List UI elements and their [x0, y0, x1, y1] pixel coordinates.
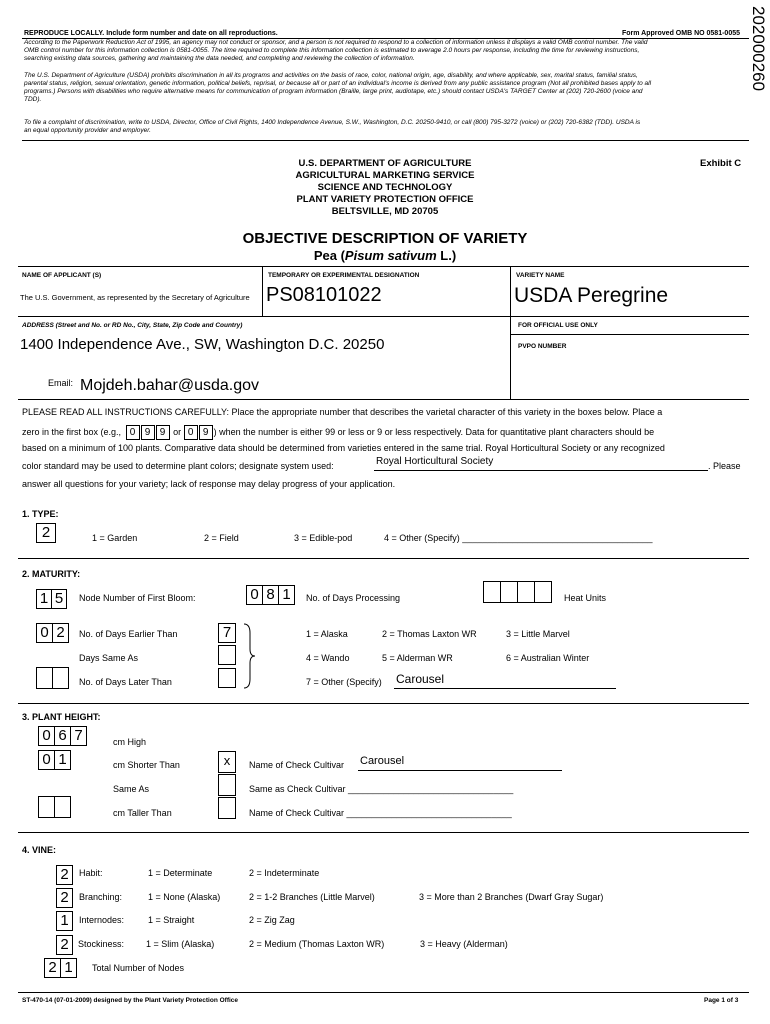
official-use-rule: [510, 334, 749, 335]
maturity-heading: 2. MATURITY:: [22, 569, 81, 579]
stockiness-option-1: 1 = Slim (Alaska): [146, 939, 215, 949]
same-as-label: Same As: [113, 784, 150, 794]
branching-option-3: 3 = More than 2 Branches (Dwarf Gray Sugar): [419, 892, 604, 902]
notice-bottom-rule: [22, 140, 749, 141]
agency-header: [0, 158, 770, 218]
temp-designation-value: PS08101022: [266, 284, 382, 306]
table-top-rule: [18, 266, 749, 267]
type-option-1: 1 = Garden: [92, 533, 138, 543]
variety-name-label: VARIETY NAME: [516, 272, 565, 279]
section-rule: [18, 558, 749, 559]
stockiness-option-3: 3 = Heavy (Alderman): [420, 939, 508, 949]
height-digit-1[interactable]: 0: [38, 726, 55, 746]
table-bottom-rule: [18, 399, 749, 400]
table-mid-rule: [18, 316, 749, 317]
usda-line-2: parental status, religion, sexual orientation, genetic information, political beliefs, reprisal, or because all or part of an individual's income is derived from any public assistance program (Not all prohibited bases apply to all: [24, 80, 652, 87]
instructions-l2-b: or: [173, 427, 182, 437]
days-processing-digit-3[interactable]: 1: [278, 585, 295, 605]
check-option-6: 6 = Australian Winter: [506, 653, 590, 663]
branching-input[interactable]: 2: [56, 888, 73, 908]
nodes-digit-1[interactable]: 2: [44, 958, 61, 978]
days-later-label: No. of Days Later Than: [79, 677, 172, 687]
maturity-check-later[interactable]: [218, 668, 236, 688]
example-digit: 0: [126, 425, 140, 440]
instructions-line-1: PLEASE READ ALL INSTRUCTIONS CAREFULLY: Place the appropriate number that describes the varietal character of this variety in the boxes below. Place a: [22, 407, 663, 417]
habit-input[interactable]: 2: [56, 865, 73, 885]
later-digit-1[interactable]: [36, 667, 53, 689]
paperwork-line-3: searching existing data sources, gathering and maintaining the data needed, and completing and reviewing the collection of information.: [24, 55, 415, 62]
agency-line-3: SCIENCE AND TECHNOLOGY: [317, 182, 453, 193]
footer-rule: [18, 992, 749, 993]
maturity-check-same[interactable]: [218, 645, 236, 665]
example-digit: 0: [184, 425, 198, 440]
days-earlier-label: No. of Days Earlier Than: [79, 629, 178, 639]
instructions-l2-a: zero in the first box (e.g.,: [22, 427, 122, 437]
days-processing-label: No. of Days Processing: [306, 593, 401, 603]
branching-label: Branching:: [79, 892, 123, 902]
check-option-1: 1 = Alaska: [306, 629, 348, 639]
form-number: ST-470-14 (07-01-2009) designed by the Plant Variety Protection Office: [22, 997, 239, 1004]
pvpo-number-label: PVPO NUMBER: [518, 343, 567, 350]
temp-designation-label: TEMPORARY OR EXPERIMENTAL DESIGNATION: [268, 272, 420, 279]
check-option-5: 5 = Alderman WR: [382, 653, 453, 663]
applicant-name-value: The U.S. Government, as represented by the Secretary of Agriculture: [20, 293, 250, 302]
complaint-line-2: an equal opportunity provider and employer.: [24, 127, 151, 134]
days-same-label: Days Same As: [79, 653, 139, 663]
brace-icon: [242, 623, 256, 689]
table-divider-1: [262, 266, 263, 316]
other-specify-value: Carousel: [396, 672, 445, 686]
usda-line-3: programs.) Persons with disabilities who require alternative means for communication of program information (Braille, large print, audiotape, etc.) should contact USDA's TARGET Center at (202) 720-2600 (voice and: [24, 88, 643, 95]
color-system-value: Royal Horticultural Society: [376, 456, 494, 467]
check-cultivar-1-value: Carousel: [360, 755, 405, 767]
example-boxes-1: [126, 427, 171, 437]
section-rule: [18, 832, 749, 833]
total-nodes-label: Total Number of Nodes: [92, 963, 185, 973]
shorter-digit-1[interactable]: 0: [38, 750, 55, 770]
maturity-check-earlier[interactable]: 7: [218, 623, 236, 643]
instructions-line-3: based on a minimum of 100 plants. Comparative data should be determined from varieties entered in the same trial. Royal Horticultural Society or any recognized: [22, 443, 665, 453]
height-digit-2[interactable]: 6: [54, 726, 71, 746]
instructions-l2-c: ) when the number is either 99 or less or 9 or less respectively. Data for quantitative plant characters should be: [213, 427, 655, 437]
height-check-shorter[interactable]: x: [218, 751, 236, 773]
cm-shorter-label: cm Shorter Than: [113, 760, 180, 770]
usda-line-4: TDD).: [24, 96, 42, 103]
node-digit-2[interactable]: 5: [51, 589, 67, 609]
branching-option-2: 2 = 1-2 Branches (Little Marvel): [249, 892, 375, 902]
internodes-label: Internodes:: [79, 915, 125, 925]
subtitle-post: L.): [436, 248, 457, 263]
document-id: 202000260: [749, 6, 768, 92]
heat-units-digit-1[interactable]: [483, 581, 501, 603]
days-processing-digit-1[interactable]: 0: [246, 585, 263, 605]
address-label: ADDRESS (Street and No. or RD No., City, State, Zip Code and Country): [22, 322, 243, 329]
type-option-2: 2 = Field: [204, 533, 239, 543]
node-digit-1[interactable]: 1: [36, 589, 52, 609]
email-value: Mojdeh.bahar@usda.gov: [80, 377, 260, 394]
check-cultivar-2-label: Same as Check Cultivar _________________________________: [249, 784, 514, 794]
omb-number: Form Approved OMB NO 0581-0055: [622, 30, 740, 37]
internodes-option-1: 1 = Straight: [148, 915, 195, 925]
habit-option-2: 2 = Indeterminate: [249, 868, 320, 878]
type-input[interactable]: 2: [36, 523, 56, 543]
paperwork-line-2: OMB control number for this information collection is 0581-0055. The time required to complete this information collection is estimated to average 2.0 hours per response, including the time for reviewing instructions,: [24, 47, 640, 54]
days-processing-digit-2[interactable]: 8: [262, 585, 279, 605]
height-check-same[interactable]: [218, 774, 236, 796]
node-bloom-label: Node Number of First Bloom:: [79, 593, 196, 603]
table-divider-2: [510, 266, 511, 399]
exhibit-label: Exhibit C: [700, 158, 742, 169]
heat-units-digit-2[interactable]: [500, 581, 518, 603]
complaint-line-1: To file a complaint of discrimination, write to USDA, Director, Office of Civil Rights, 1400 Independence Avenue, S.W., Washington, D.C. 20250-9410, or call (800) 795-3272 (voice) or (202) 720-6382 (TDD). USDA is: [24, 119, 641, 126]
agency-line-5: BELTSVILLE, MD 20705: [331, 206, 439, 217]
internodes-option-2: 2 = Zig Zag: [249, 915, 295, 925]
email-label: Email:: [48, 378, 74, 388]
example-digit: 9: [156, 425, 170, 440]
check-option-2: 2 = Thomas Laxton WR: [382, 629, 477, 639]
example-digit: 9: [199, 425, 213, 440]
address-value: 1400 Independence Ave., SW, Washington D.C. 20250: [20, 336, 385, 353]
section-rule: [18, 703, 749, 704]
variety-name-value: USDA Peregrine: [514, 284, 669, 307]
instructions-line-4a: color standard may be used to determine plant colors; designate system used:: [22, 461, 334, 471]
page-title: OBJECTIVE DESCRIPTION OF VARIETY: [242, 230, 528, 247]
example-digit: 9: [141, 425, 155, 440]
height-digit-3[interactable]: 7: [70, 726, 87, 746]
later-digit-2[interactable]: [52, 667, 69, 689]
nodes-digit-2[interactable]: 1: [60, 958, 77, 978]
paperwork-line-1: According to the Paperwork Reduction Act of 1995, an agency may not conduct or sponsor, and a person is not required to respond to a collection of information unless it displays a valid OMB control number. The valid: [24, 39, 648, 46]
check-cultivar-1-label: Name of Check Cultivar: [249, 760, 345, 770]
heat-units-digit-4[interactable]: [534, 581, 552, 603]
height-check-taller[interactable]: [218, 797, 236, 819]
stockiness-option-2: 2 = Medium (Thomas Laxton WR): [249, 939, 385, 949]
agency-line-4: PLANT VARIETY PROTECTION OFFICE: [296, 194, 474, 205]
earlier-digit-1[interactable]: 0: [36, 623, 53, 643]
cm-taller-label: cm Taller Than: [113, 808, 172, 818]
stockiness-label: Stockiness:: [78, 939, 125, 949]
shorter-digit-2[interactable]: 1: [54, 750, 71, 770]
check-option-3: 3 = Little Marvel: [506, 629, 570, 639]
habit-option-1: 1 = Determinate: [148, 868, 213, 878]
heat-units-digit-3[interactable]: [517, 581, 535, 603]
official-use-label: FOR OFFICIAL USE ONLY: [518, 322, 598, 329]
instructions-line-2: [22, 425, 654, 440]
agency-line-1: U.S. DEPARTMENT OF AGRICULTURE: [298, 158, 472, 169]
taller-digit-1[interactable]: [38, 796, 55, 818]
branching-option-1: 1 = None (Alaska): [148, 892, 221, 902]
usda-line-1: The U.S. Department of Agriculture (USDA) prohibits discrimination in all its programs and activities on the basis of race, color, national origin, age, disability, and where applicable, sex, marital status, familial status,: [24, 72, 638, 79]
agency-line-2: AGRICULTURAL MARKETING SERVICE: [295, 170, 475, 181]
taller-digit-2[interactable]: [54, 796, 71, 818]
habit-label: Habit:: [79, 868, 103, 878]
subtitle-scientific: Pisum sativum: [344, 248, 437, 263]
cm-high-label: cm High: [113, 737, 147, 747]
applicant-name-label: NAME OF APPLICANT (S): [22, 272, 102, 279]
check-cultivar-3-label: Name of Check Cultivar _________________________________: [249, 808, 512, 818]
type-option-4: 4 = Other (Specify) ______________________________________: [384, 533, 653, 543]
instructions-line-5: answer all questions for your variety; lack of response may delay progress of your application.: [22, 479, 396, 489]
check-option-7: 7 = Other (Specify): [306, 677, 382, 687]
check-option-4: 4 = Wando: [306, 653, 350, 663]
instructions-line-4b: . Please: [708, 461, 741, 471]
heat-units-label: Heat Units: [564, 593, 607, 603]
page-subtitle: [0, 248, 770, 263]
page-number: Page 1 of 3: [704, 997, 739, 1004]
subtitle-pre: Pea (: [313, 248, 345, 263]
earlier-digit-2[interactable]: 2: [52, 623, 69, 643]
plant-height-heading: 3. PLANT HEIGHT:: [22, 712, 101, 722]
example-boxes-2: [184, 427, 214, 437]
type-heading: 1. TYPE:: [22, 509, 59, 519]
stockiness-input[interactable]: 2: [56, 935, 73, 955]
type-option-3: 3 = Edible-pod: [294, 533, 353, 543]
vine-heading: 4. VINE:: [22, 845, 57, 855]
reproduce-notice: REPRODUCE LOCALLY. Include form number and date on all reproductions.: [24, 30, 278, 37]
internodes-input[interactable]: 1: [56, 911, 73, 931]
